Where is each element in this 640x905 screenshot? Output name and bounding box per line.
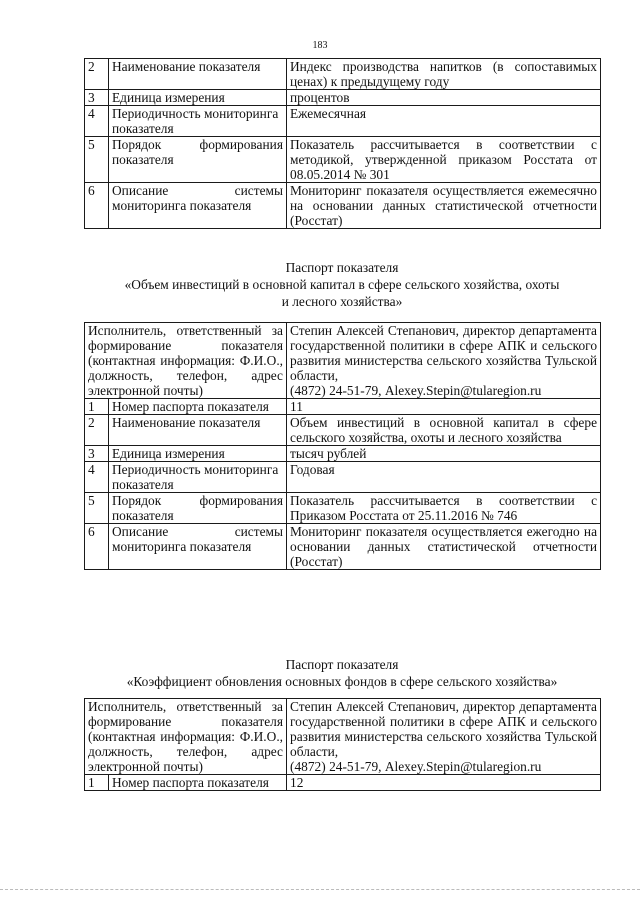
row-label: Единица измерения [109,446,287,462]
row-label: Описание системы мониторинга показателя [109,183,287,229]
row-label: Порядок формирования показателя [109,137,287,183]
row-value: Показатель рассчитывается в соответствии с методикой, утвержденной приказом Росстата от 08.05.2014 № 301 [287,137,601,183]
table-row [85,59,601,90]
contact-name: Степин Алексей Степанович, директор департамента государственной политики в сфере АПК и сельского развития министерства сельского хозяйства Тульской области, [290,699,598,759]
row-value: 11 [287,399,601,415]
contact-name: Степин Алексей Степанович, директор департамента государственной политики в сфере АПК и сельского развития министерства сельского хозяйства Тульской области, [290,323,598,383]
table-row [85,399,601,415]
contact-label: Исполнитель, ответственный за формирование показателя (контактная информация: Ф.И.О., должность, телефон, адрес электронной почты) [85,323,287,399]
passport-heading: Паспорт показателя [285,657,399,672]
passport-table [84,322,601,570]
table-row [85,106,601,137]
table-row [85,415,601,446]
row-label: Периодичность мониторинга показателя [109,106,287,137]
table-row [85,462,601,493]
row-number: 3 [85,90,109,106]
page-number: 183 [312,40,328,51]
passport-table-continued [84,58,601,229]
row-value: Показатель рассчитывается в соответствии с Приказом Росстата от 25.11.2016 № 746 [287,493,601,524]
passport-subtitle: «Объем инвестиций в основной капитал в сфере сельского хозяйства, охоты и лесного хозяйства» [124,277,560,309]
row-number: 4 [85,462,109,493]
row-value: тысяч рублей [287,446,601,462]
contact-value [287,699,601,775]
row-label: Номер паспорта показателя [109,775,287,791]
row-number: 1 [85,399,109,415]
row-value: Мониторинг показателя осуществляется ежемесячно на основании данных статистической отчетности (Росстат) [287,183,601,229]
row-value: Мониторинг показателя осуществляется ежегодно на основании данных статистической отчетности (Росстат) [287,524,601,570]
row-label: Описание системы мониторинга показателя [109,524,287,570]
row-label: Порядок формирования показателя [109,493,287,524]
passport-title [84,259,600,310]
table-row [85,699,601,775]
row-value: 12 [287,775,601,791]
contact-value [287,323,601,399]
row-value: Индекс производства напитков (в сопоставимых ценах) к предыдущему году [287,59,601,90]
table-row [85,183,601,229]
contact-phone: (4872) 24-51-79, Alexey.Stepin@tularegion.ru [290,759,542,774]
row-number: 3 [85,446,109,462]
row-number: 6 [85,524,109,570]
row-number: 5 [85,493,109,524]
row-value: Ежемесячная [287,106,601,137]
table-row [85,493,601,524]
row-label: Наименование показателя [109,415,287,446]
table-row [85,446,601,462]
row-number: 1 [85,775,109,791]
row-number: 2 [85,59,109,90]
row-number: 6 [85,183,109,229]
table-row [85,524,601,570]
passport-heading: Паспорт показателя [285,260,399,275]
row-label: Номер паспорта показателя [109,399,287,415]
table-row [85,775,601,791]
passport-subtitle: «Коэффициент обновления основных фондов в сфере сельского хозяйства» [126,674,558,689]
table-row [85,90,601,106]
contact-phone: (4872) 24-51-79, Alexey.Stepin@tularegion.ru [290,383,542,398]
row-number: 4 [85,106,109,137]
passport-table [84,698,601,791]
row-label: Единица измерения [109,90,287,106]
row-label: Периодичность мониторинга показателя [109,462,287,493]
contact-label: Исполнитель, ответственный за формирование показателя (контактная информация: Ф.И.О., должность, телефон, адрес электронной почты) [85,699,287,775]
row-value: Объем инвестиций в основной капитал в сфере сельского хозяйства, охоты и лесного хозяйства [287,415,601,446]
table-row [85,323,601,399]
passport-title [84,656,600,690]
row-label: Наименование показателя [109,59,287,90]
row-value: процентов [287,90,601,106]
row-value: Годовая [287,462,601,493]
scan-edge-line [0,889,640,890]
row-number: 5 [85,137,109,183]
row-number: 2 [85,415,109,446]
table-row [85,137,601,183]
